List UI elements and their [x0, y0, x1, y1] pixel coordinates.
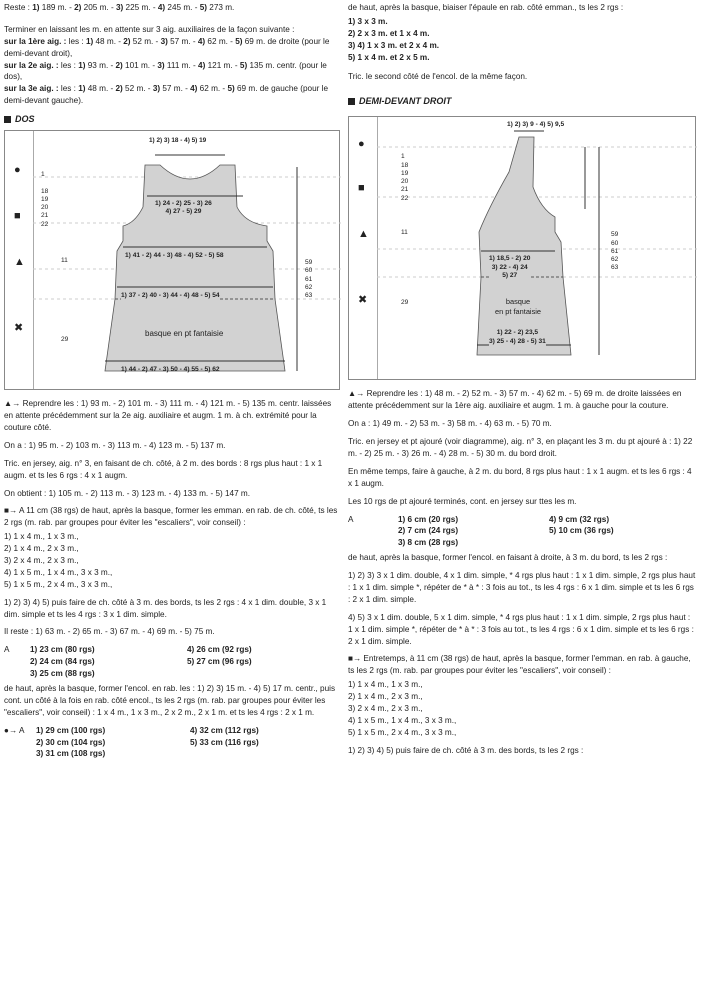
ddd-dim-armhole: 1) 18,5 - 2) 20 3) 22 - 4) 24 5) 27 [489, 255, 531, 279]
cross-marker-icon: ✖ [14, 322, 24, 335]
dos-emman-list: 1) 1 x 4 m., 1 x 3 m., 2) 1 x 4 m., 2 x 3 m., 3) 2 x 4 m., 2 x 3 m., 4) 1 x 5 m., 1 x 4 m., 3 x 3 m., 5) 1 x 5 m., 2 x 4 m., 3 x 3 m., [4, 532, 113, 589]
ddd-meme-temps: En même temps, faire à gauche, à 2 m. du bord, 8 rgs plus haut : 1 x 1 augm. et ts les 6 rgs : 4 x 1 augm. [348, 466, 692, 488]
dos-dim-shoulders: 1) 24 - 2) 25 - 3) 26 4) 27 - 5) 29 [155, 200, 212, 216]
dos-on-obtient: On obtient : 1) 105 m. - 2) 113 m. - 3) 123 m. - 4) 133 m. - 5) 147 m. [4, 488, 251, 498]
right-column [348, 0, 696, 763]
dos-top-dimension: 1) 2) 3) 18 - 4) 5) 19 [149, 137, 207, 145]
ddd-sizes-123: 1) 2) 3) 3 x 1 dim. double, 4 x 1 dim. simple, * 4 rgs plus haut : 1 x 1 dim. simple, 2 rgs plus haut : 1 x 1 dim. simple *, répéter de * à * : 3 fois au tot., ts les 4 rgs : 6 x 1 dim. simple et ts les 6 rgs : 2 x 1 dim. simple. [348, 571, 696, 604]
ddd-a-heights: A 1) 6 cm (20 rgs) 4) 9 cm (32 rgs) 2) 7 cm (24 rgs) 5) 10 cm (36 rgs) 3) 8 cm (28 rgs) [348, 514, 614, 548]
reste-line: Reste : 1) 189 m. - 2) 205 m. - 3) 225 m. - 4) 245 m. - 5) 273 m. [4, 3, 235, 12]
ddd-on-a: On a : 1) 49 m. - 2) 53 m. - 3) 58 m. - 4) 63 m. - 5) 70 m. [348, 419, 552, 429]
epaule-intro: de haut, après la basque, biaiser l'épaule en rab. côté emman., ts les 2 rgs : [348, 3, 624, 12]
second-cote: Tric. le second côté de l'encol. de la même façon. [348, 72, 528, 82]
dos-dim-bottom: 1) 44 - 2) 47 - 3) 50 - 4) 55 - 5) 62 [121, 366, 220, 374]
circle-marker-icon: ● [358, 138, 365, 151]
square-marker-icon: ■ [358, 182, 365, 195]
square-bullet-icon [4, 116, 11, 123]
ddd-entretemps: ■→ Entretemps, à 11 cm (38 rgs) de haut, après la basque, former l'emman. en rab. à gauche, ts les 2 rgs (m. rab. par groupes pour éviter les "escaliers", voir conseil) : [348, 654, 691, 676]
ddd-encolure: de haut, après la basque, former l'encol. en faisant à droite, à 3 m. du bord, ts les 2 rgs : [348, 553, 668, 563]
ddd-row-numbers-top: 1 18 19 20 21 22 [401, 153, 409, 202]
dos-a-heights: A 1) 23 cm (80 rgs) 4) 26 cm (92 rgs) 2) 24 cm (84 rgs) 5) 27 cm (96 rgs) 3) 25 cm (88 rgs) [4, 645, 252, 679]
ddd-puis-faire: 1) 2) 3) 4) 5) puis faire de ch. côté à 3 m. des bords, ts les 2 rgs : [348, 745, 584, 755]
ddd-basque-label: basque en pt fantaisie [495, 297, 542, 316]
ddd-top-dimension: 1) 2) 3) 9 - 4) 5) 9,5 [507, 121, 565, 129]
dos-tricoter: Tric. en jersey, aig. n° 3, en faisant de ch. côté, à 2 m. des bords : 8 rgs plus haut : 1 x 1 augm. et ts les 6 rgs : 4 x 1 augm. [4, 458, 323, 480]
epaule-list: 1) 3 x 3 m. 2) 2 x 3 m. et 1 x 4 m. 3) 4) 1 x 3 m. et 2 x 4 m. 5) 1 x 4 m. et 2 x 5 m. [348, 16, 440, 62]
dos-b-heights: ●→ A 1) 29 cm (100 rgs) 4) 32 cm (112 rgs) 2) 30 cm (104 rgs) 5) 33 cm (116 rgs) 3) 31 cm (108 rgs) [4, 725, 259, 759]
dos-basque-label: basque en pt fantaisie [145, 329, 224, 339]
dos-diagram [4, 130, 340, 390]
triangle-marker-icon: ▲ [14, 256, 25, 269]
dos-il-reste: Il reste : 1) 63 m. - 2) 65 m. - 3) 67 m. - 4) 69 m. - 5) 75 m. [4, 627, 215, 637]
dos-right-numbers: 59 60 61 62 63 [305, 259, 313, 300]
section-title-demi-devant-droit: DEMI-DEVANT DROIT [348, 95, 696, 108]
dos-encolure: de haut, après la basque, former l'encol. en rab. les : 1) 2) 3) 15 m. - 4) 5) 17 m. centr., puis cont. un côté à la fois en rab. côté encol., ts les 2 rgs (m. rab. par groupes pour éviter les "escaliers", voir conseil) : 1 x 4 m., 1 x 3 m., 2 x 2 m., 2 x 1 m. et ts les 4 rgs : 2 x 1 m. [4, 683, 336, 717]
ddd-row-29: 29 [401, 299, 409, 307]
aux-needles-paragraph: Terminer en laissant les m. en attente sur 3 aig. auxiliaires de la façon suivante : sur la 1ère aig. : les : 1) 48 m. - 2) 52 m. - 3) 57 m. - 4) 62 m. - 5) 69 m. de droite (pour le demi-devant droit), sur la 2e aig. : les : 1) 93 m. - 2) 101 m. - 3) 111 m. - 4) 121 m. - 5) 135 m. centr. (pour le dos), sur la 3e aig. : les : 1) 48 m. - 2) 52 m. - 3) 57 m. - 4) 62 m. - 5) 69 m. de gauche (pour le demi-devant gauche). [4, 24, 330, 106]
dos-dim-waist: 1) 37 - 2) 40 - 3) 44 - 4) 48 - 5) 54 [121, 292, 220, 300]
square-marker-icon: ■ [14, 210, 21, 223]
dos-reprendre: ▲→ Reprendre les : 1) 93 m. - 2) 101 m. - 3) 111 m. - 4) 121 m. - 5) 135 m. centr. laissées en attente précédemment sur la 2e aig. auxiliaire et augm. 1 m. à ch. extrémité pour la couture côté. [4, 399, 332, 432]
ddd-row-11: 11 [401, 229, 408, 237]
dos-dim-armhole: 1) 41 - 2) 44 - 3) 48 - 4) 52 - 5) 58 [125, 252, 224, 260]
dos-emmanchures: ■→ A 11 cm (38 rgs) de haut, après la basque, former les emman. en rab. de ch. côté, ts les 2 rgs (m. rab. par groupes pour éviter les "escaliers", voir conseil) : [4, 506, 338, 528]
dos-puis-faire: 1) 2) 3) 4) 5) puis faire de ch. côté à 3 m. des bords, ts les 2 rgs : 4 x 1 dim. double, 3 x 1 dim. simple et ts les 4 rgs : 3 x 1 dim. simple. [4, 597, 327, 619]
section-title-dos: DOS [4, 113, 340, 126]
dos-row-29: 29 [61, 336, 69, 344]
circle-marker-icon: ● [14, 164, 21, 177]
demi-devant-diagram [348, 116, 696, 380]
ddd-10-rangs: Les 10 rgs de pt ajouré terminés, cont. en jersey sur ttes les m. [348, 496, 577, 506]
cross-marker-icon: ✖ [358, 294, 368, 307]
ddd-dim-bottom: 1) 22 - 2) 23,5 3) 25 - 4) 28 - 5) 31 [489, 329, 546, 345]
dos-on-a: On a : 1) 95 m. - 2) 103 m. - 3) 113 m. - 4) 123 m. - 5) 137 m. [4, 440, 226, 450]
ddd-emman-list: 1) 1 x 4 m., 1 x 3 m., 2) 1 x 4 m., 2 x 3 m., 3) 2 x 4 m., 2 x 3 m., 4) 1 x 5 m., 1 x 4 m., 3 x 3 m., 5) 1 x 5 m., 2 x 4 m., 3 x 3 m., [348, 680, 457, 737]
ddd-sizes-45: 4) 5) 3 x 1 dim. double, 5 x 1 dim. simple, * 4 rgs plus haut : 1 x 1 dim. simple, 2 rgs plus haut : 1 x 1 dim. simple *, répéter de * à * : 3 fois au tot., ts les 4 rgs : 6 x 1 dim. simple et ts les 6 rgs : 2 x 1 dim. simple. [348, 612, 694, 646]
ddd-right-numbers: 59 60 61 62 63 [611, 231, 619, 272]
dos-row-numbers-top: 1 18 19 20 21 22 [41, 171, 49, 228]
ddd-tricoter: Tric. en jersey et pt ajouré (voir diagramme), aig. n° 3, en plaçant les 3 m. du pt ajouré à : 1) 22 m. - 2) 25 m. - 3) 26 m. - 4) 28 m. - 5) 30 m. du bord droit. [348, 437, 693, 458]
ddd-reprendre: ▲→ Reprendre les : 1) 48 m. - 2) 52 m. - 3) 57 m. - 4) 62 m. - 5) 69 m. de droite laissées en attente précédemment sur la 1ère aig. auxiliaire et augm. 1 m. à gauche pour la couture. [348, 389, 682, 411]
dos-row-11: 11 [61, 257, 68, 265]
square-bullet-icon [348, 98, 355, 105]
triangle-marker-icon: ▲ [358, 228, 369, 241]
left-column [4, 0, 340, 760]
